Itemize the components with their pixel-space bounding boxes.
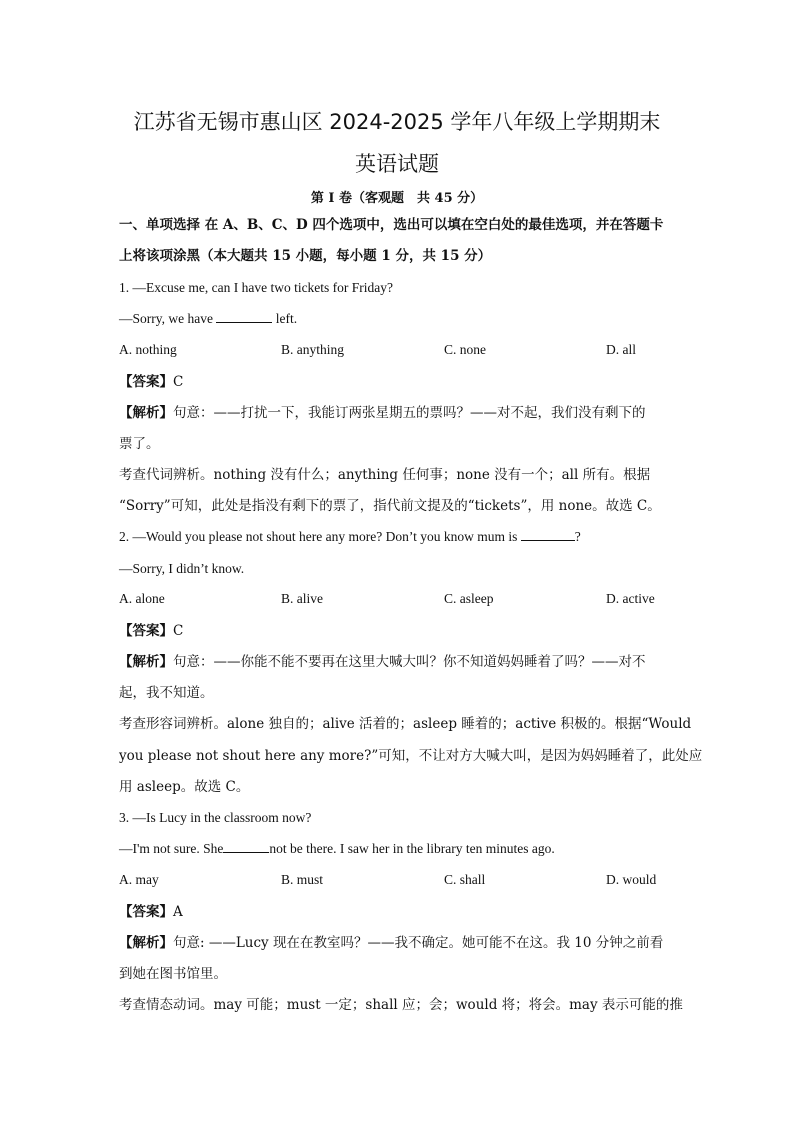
question-3-analysis-line3: 考查情态动词。may 可能；must 一定；shall 应；会；would 将；将会。may 表示可能的推: [119, 997, 683, 1013]
question-3-option-b: B. must: [281, 872, 324, 887]
question-3-text-after-blank: not be there. I saw her in the library ten minutes ago.: [269, 841, 555, 856]
question-3-option-d: D. would: [606, 872, 657, 887]
question-1-analysis-line4: “Sorry”可知，此处是指没有剩下的票了，指代前文提及的“tickets”，用 none。故选 C。: [119, 498, 661, 514]
question-2-line1: [119, 528, 581, 546]
question-2-line2: —Sorry, I didn’t know.: [119, 561, 245, 576]
question-3-line1: 3. —Is Lucy in the classroom now?: [119, 810, 312, 825]
question-1-option-a: A. nothing: [119, 342, 177, 357]
section-marker: 【答案】: [119, 904, 173, 920]
instructions-line1: 一、单项选择 在 A、B、C、D 四个选项中，选出可以填在空白处的最佳选项，并在答题卡: [119, 217, 664, 233]
question-1-option-c: C. none: [444, 342, 486, 357]
question-1-line1: 1. —Excuse me, can I have two tickets for Friday?: [119, 280, 394, 295]
document-title-line2: 英语试题: [355, 152, 439, 176]
question-3-analysis-line2: 到她在图书馆里。: [119, 966, 227, 982]
question-2-analysis-line1: 【解析】句意：——你能不能不要再在这里大喊大叫？你不知道妈妈睡着了吗？——对不: [119, 654, 646, 670]
section-marker: 【解析】: [119, 935, 173, 951]
question-2-option-a: A. alone: [119, 591, 165, 606]
question-1-answer: 【答案】C: [119, 374, 184, 390]
question-3-line2: [119, 840, 555, 858]
section-heading: 第 I 卷（客观题 共 45 分）: [310, 191, 484, 206]
question-1-option-b: B. anything: [281, 342, 344, 357]
question-3-option-c: C. shall: [444, 872, 486, 887]
question-2-analysis-line4: you please not shout here any more?”可知，不让对方大喊大叫，是因为妈妈睡着了，此处应: [119, 748, 703, 764]
question-2-text-after-blank: ?: [574, 529, 581, 544]
question-1-option-d: D. all: [606, 342, 636, 357]
question-3-answer: 【答案】A: [119, 904, 183, 920]
question-2-analysis-line3: 考查形容词辨析。alone 独自的；alive 活着的；asleep 睡着的；active 积极的。根据“Would: [119, 716, 692, 732]
question-2-text-before-blank: 2. —Would you please not shout here any more? Don’t you know mum is: [119, 529, 521, 544]
question-1-text-before-blank: —Sorry, we have: [119, 311, 217, 326]
document-title-line1: 江苏省无锡市惠山区 2024-2025 学年八年级上学期期末: [133, 110, 661, 134]
question-1-analysis-line2: 票了。: [119, 436, 160, 452]
question-1-analysis-line3: 考查代词辨析。nothing 没有什么；anything 任何事；none 没有一个；all 所有。根据: [119, 467, 651, 483]
question-1-analysis-line1: 【解析】句意：——打扰一下，我能订两张星期五的票吗？——对不起，我们没有剩下的: [119, 405, 646, 421]
section-marker: 【解析】: [119, 654, 173, 670]
question-2-option-b: B. alive: [281, 591, 323, 606]
question-3-option-a: A. may: [119, 872, 159, 887]
answer-blank: [223, 840, 269, 853]
question-2-analysis-line2: 起，我不知道。: [119, 685, 214, 701]
instructions-line2: 上将该项涂黑（本大题共 15 小题，每小题 1 分，共 15 分）: [119, 248, 492, 264]
question-1-line2: [119, 310, 297, 328]
question-2-option-c: C. asleep: [444, 591, 494, 606]
question-2-answer: 【答案】C: [119, 623, 184, 639]
question-3-text-before-blank: —I'm not sure. She: [119, 841, 224, 856]
question-2-option-d: D. active: [606, 591, 655, 606]
answer-blank: [521, 528, 575, 541]
section-marker: 【答案】: [119, 374, 173, 390]
answer-blank: [216, 310, 272, 323]
question-3-analysis-line1: 【解析】句意: ——Lucy 现在在教室吗？——我不确定。她可能不在这。我 10 分钟之前看: [119, 935, 664, 951]
section-marker: 【答案】: [119, 623, 173, 639]
question-2-analysis-line5: 用 asleep。故选 C。: [119, 779, 250, 795]
section-marker: 【解析】: [119, 405, 173, 421]
question-1-text-after-blank: left.: [272, 311, 298, 326]
